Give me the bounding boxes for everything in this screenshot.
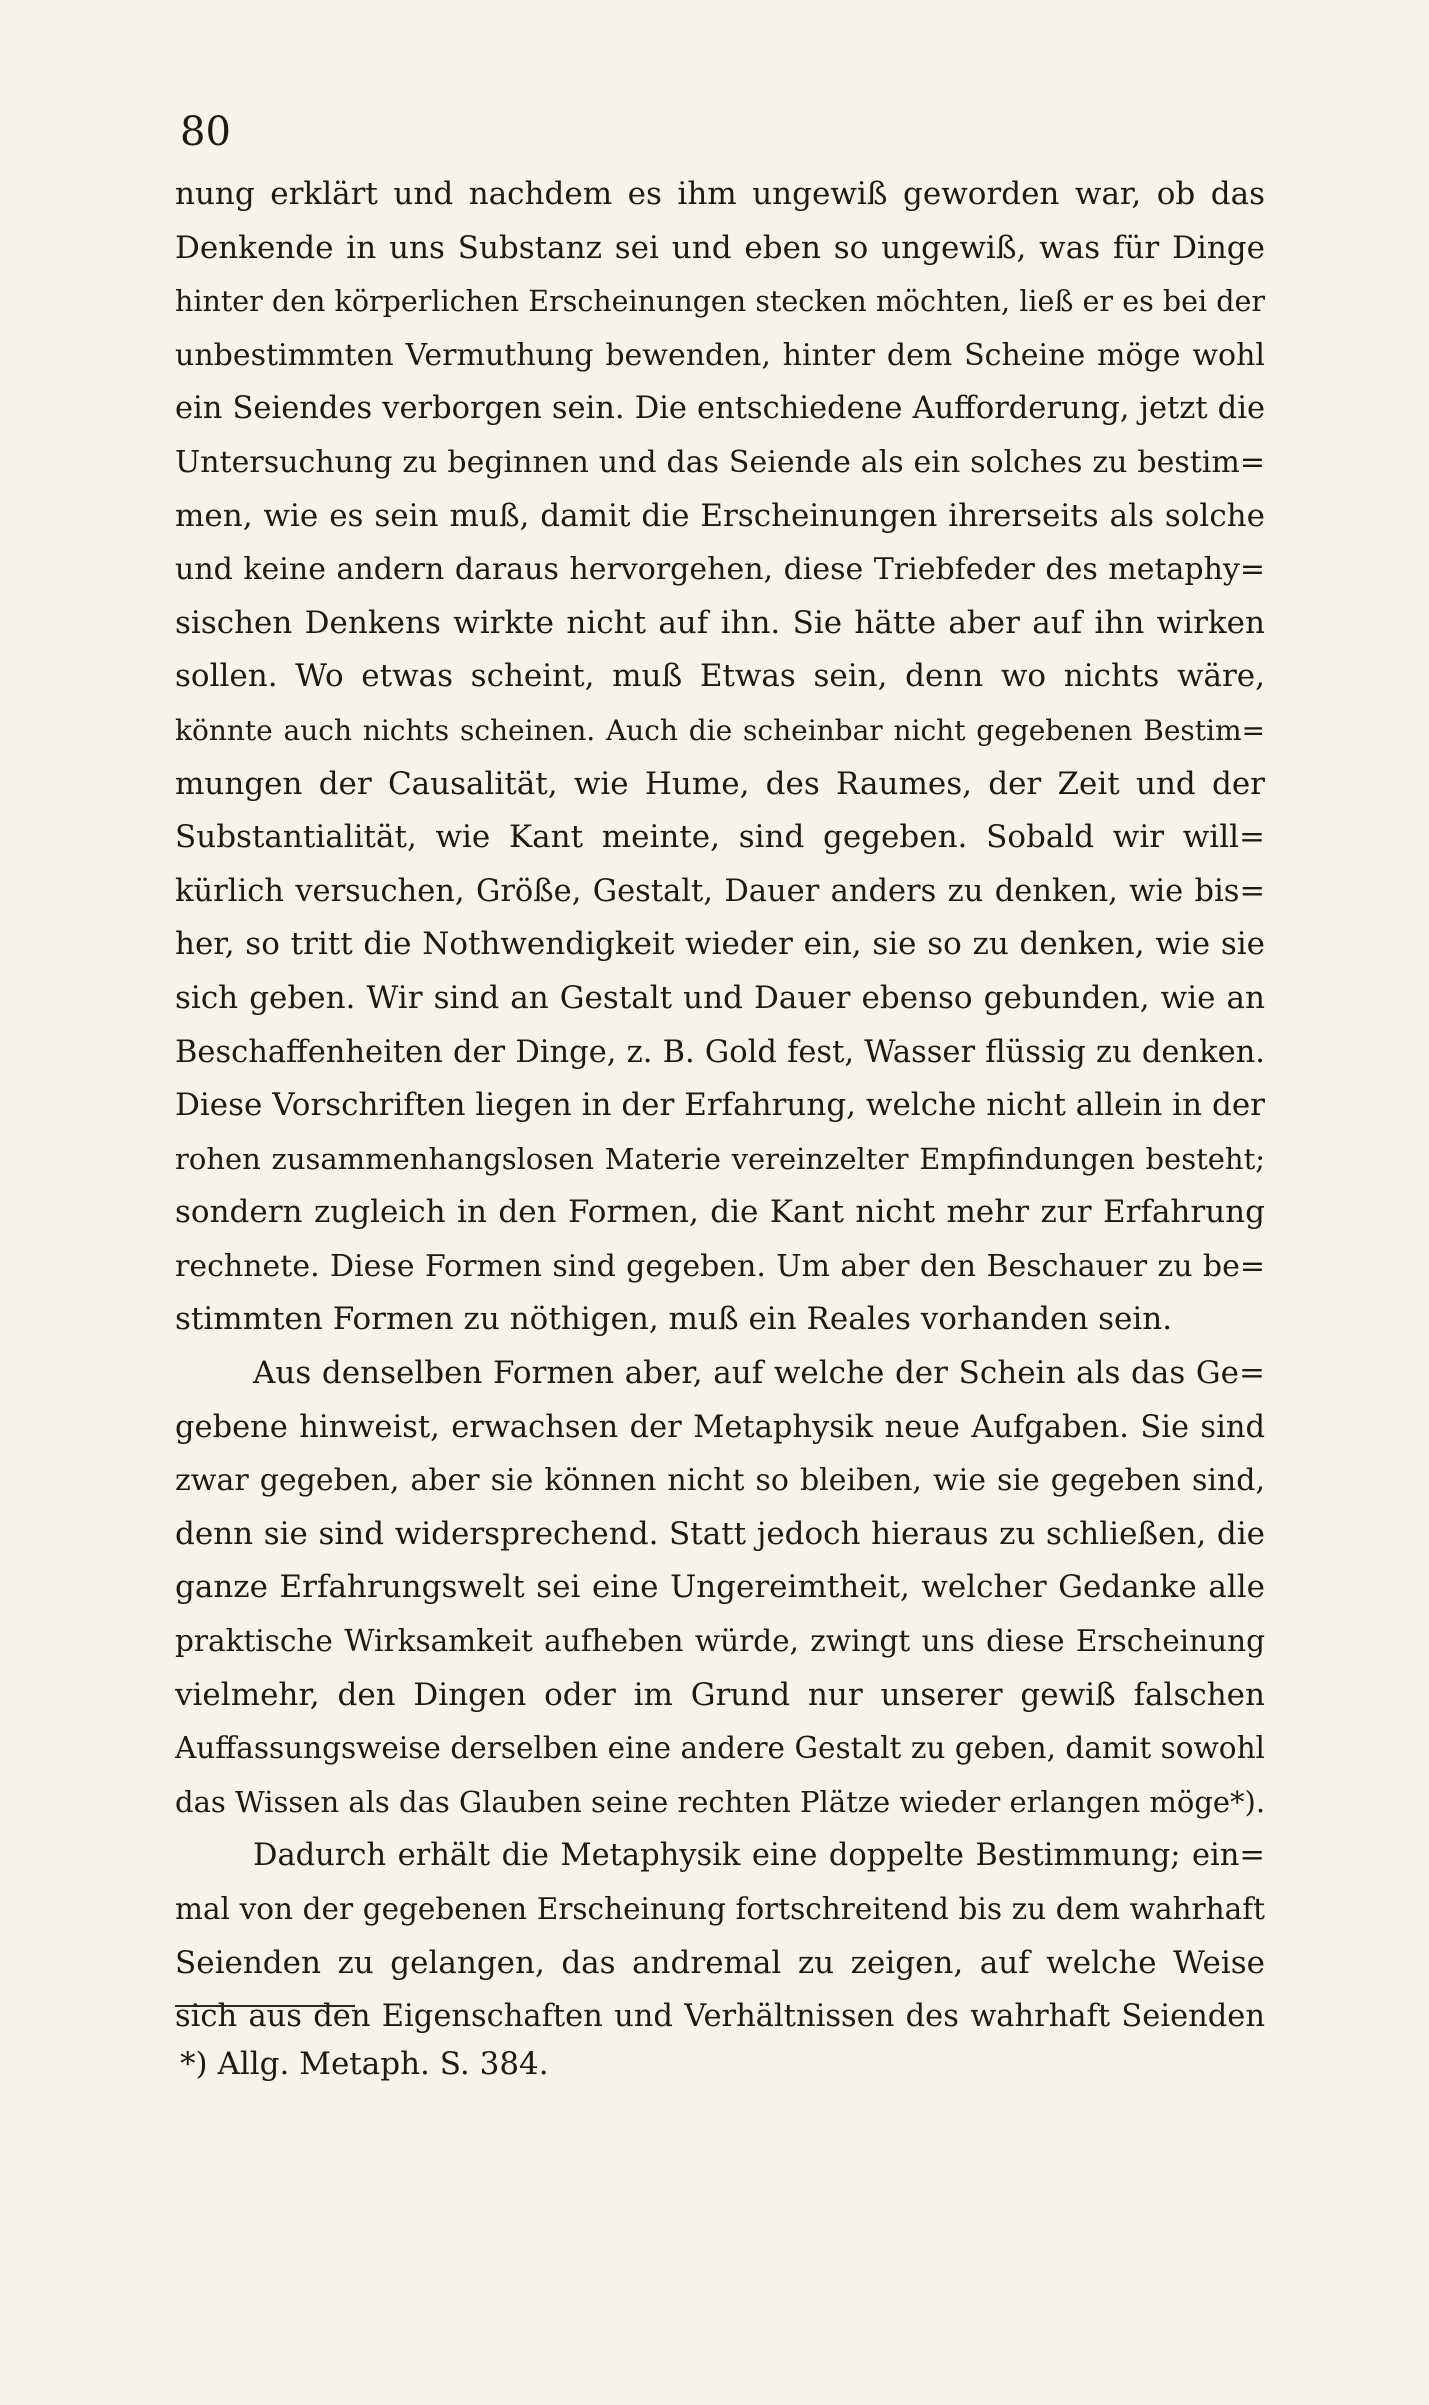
text-line: gebene hinweist, erwachsen der Metaphysik neue Aufgaben. Sie sind — [175, 1409, 1265, 1445]
text-line: Denkende in uns Substanz sei und eben so ungewiß, was für Dinge — [175, 229, 1265, 266]
text-line: Seienden zu gelangen, das andremal zu zeigen, auf welche Weise — [175, 1944, 1265, 1981]
page-number: 80 — [180, 109, 231, 155]
text-line: mal von der gegebenen Erscheinung fortschreitend bis zu dem wahrhaft — [175, 1892, 1265, 1926]
text-line: praktische Wirksamkeit aufheben würde, zwingt uns diese Erscheinung — [175, 1624, 1265, 1659]
text-line: kürlich versuchen, Größe, Gestalt, Dauer anders zu denken, wie bis= — [175, 873, 1265, 909]
text-line: her, so tritt die Nothwendigkeit wieder ein, sie so zu denken, wie sie — [175, 926, 1265, 963]
text-line: zwar gegeben, aber sie können nicht so bleiben, wie sie gegeben sind, — [175, 1463, 1265, 1499]
text-line: sollen. Wo etwas scheint, muß Etwas sein, denn wo nichts wäre, — [175, 658, 1265, 695]
text-line: Substantialität, wie Kant meinte, sind gegeben. Sobald wir will= — [175, 819, 1265, 856]
text-line: stimmten Formen zu nöthigen, muß ein Reales vorhanden sein. — [175, 1301, 1173, 1338]
text-line: Auffassungsweise derselben eine andere Gestalt zu geben, damit sowohl — [175, 1731, 1265, 1766]
text-line: sich geben. Wir sind an Gestalt und Dauer ebenso gebunden, wie an — [175, 979, 1265, 1016]
text-line: das Wissen als das Glauben seine rechten Plätze wieder erlangen möge*). — [175, 1784, 1265, 1819]
text-line: nung erklärt und nachdem es ihm ungewiß geworden war, ob das — [175, 176, 1265, 212]
text-line: men, wie es sein muß, damit die Erscheinungen ihrerseits als solche — [175, 497, 1265, 534]
text-line: mungen der Causalität, wie Hume, des Raumes, der Zeit und der — [175, 765, 1265, 802]
text-line: hinter den körperlichen Erscheinungen stecken möchten, ließ er es bei der — [175, 285, 1265, 319]
text-line: Dadurch erhält die Metaphysik eine doppelte Bestimmung; ein= — [253, 1838, 1265, 1874]
text-line: rohen zusammenhangslosen Materie vereinzelter Empfindungen besteht; — [175, 1141, 1265, 1176]
text-line: denn sie sind widersprechend. Statt jedoch hieraus zu schließen, die — [175, 1515, 1265, 1552]
text-line: Diese Vorschriften liegen in der Erfahrung, welche nicht allein in der — [175, 1087, 1265, 1124]
text-line: und keine andern daraus hervorgehen, diese Triebfeder des metaphy= — [175, 552, 1265, 588]
text-line: sich aus den Eigenschaften und Verhältnissen des wahrhaft Seienden — [175, 1999, 1265, 2035]
text-line: könnte auch nichts scheinen. Auch die scheinbar nicht gegebenen Bestim= — [175, 713, 1265, 747]
text-line: ganze Erfahrungswelt sei eine Ungereimtheit, welcher Gedanke alle — [175, 1569, 1265, 1606]
text-line: ein Seiendes verborgen sein. Die entschiedene Aufforderung, jetzt die — [175, 391, 1265, 427]
footnote: *) Allg. Metaph. S. 384. — [180, 2046, 549, 2082]
body-text — [175, 168, 1265, 2044]
text-line: Aus denselben Formen aber, auf welche der Schein als das Ge= — [253, 1355, 1265, 1392]
text-line: sondern zugleich in den Formen, die Kant nicht mehr zur Erfahrung — [175, 1194, 1265, 1231]
text-line: unbestimmten Vermuthung bewenden, hinter dem Scheine möge wohl — [175, 337, 1265, 373]
text-line: sischen Denkens wirkte nicht auf ihn. Sie hätte aber auf ihn wirken — [175, 604, 1265, 641]
text-line: rechnete. Diese Formen sind gegeben. Um aber den Beschauer zu be= — [175, 1248, 1265, 1284]
text-line: Untersuchung zu beginnen und das Seiende als ein solches zu bestim= — [175, 444, 1265, 480]
text-line: Beschaffenheiten der Dinge, z. B. Gold fest, Wasser flüssig zu denken. — [175, 1034, 1265, 1070]
footnote-divider — [175, 2005, 355, 2007]
text-line: vielmehr, den Dingen oder im Grund nur unserer gewiß falschen — [175, 1676, 1265, 1713]
